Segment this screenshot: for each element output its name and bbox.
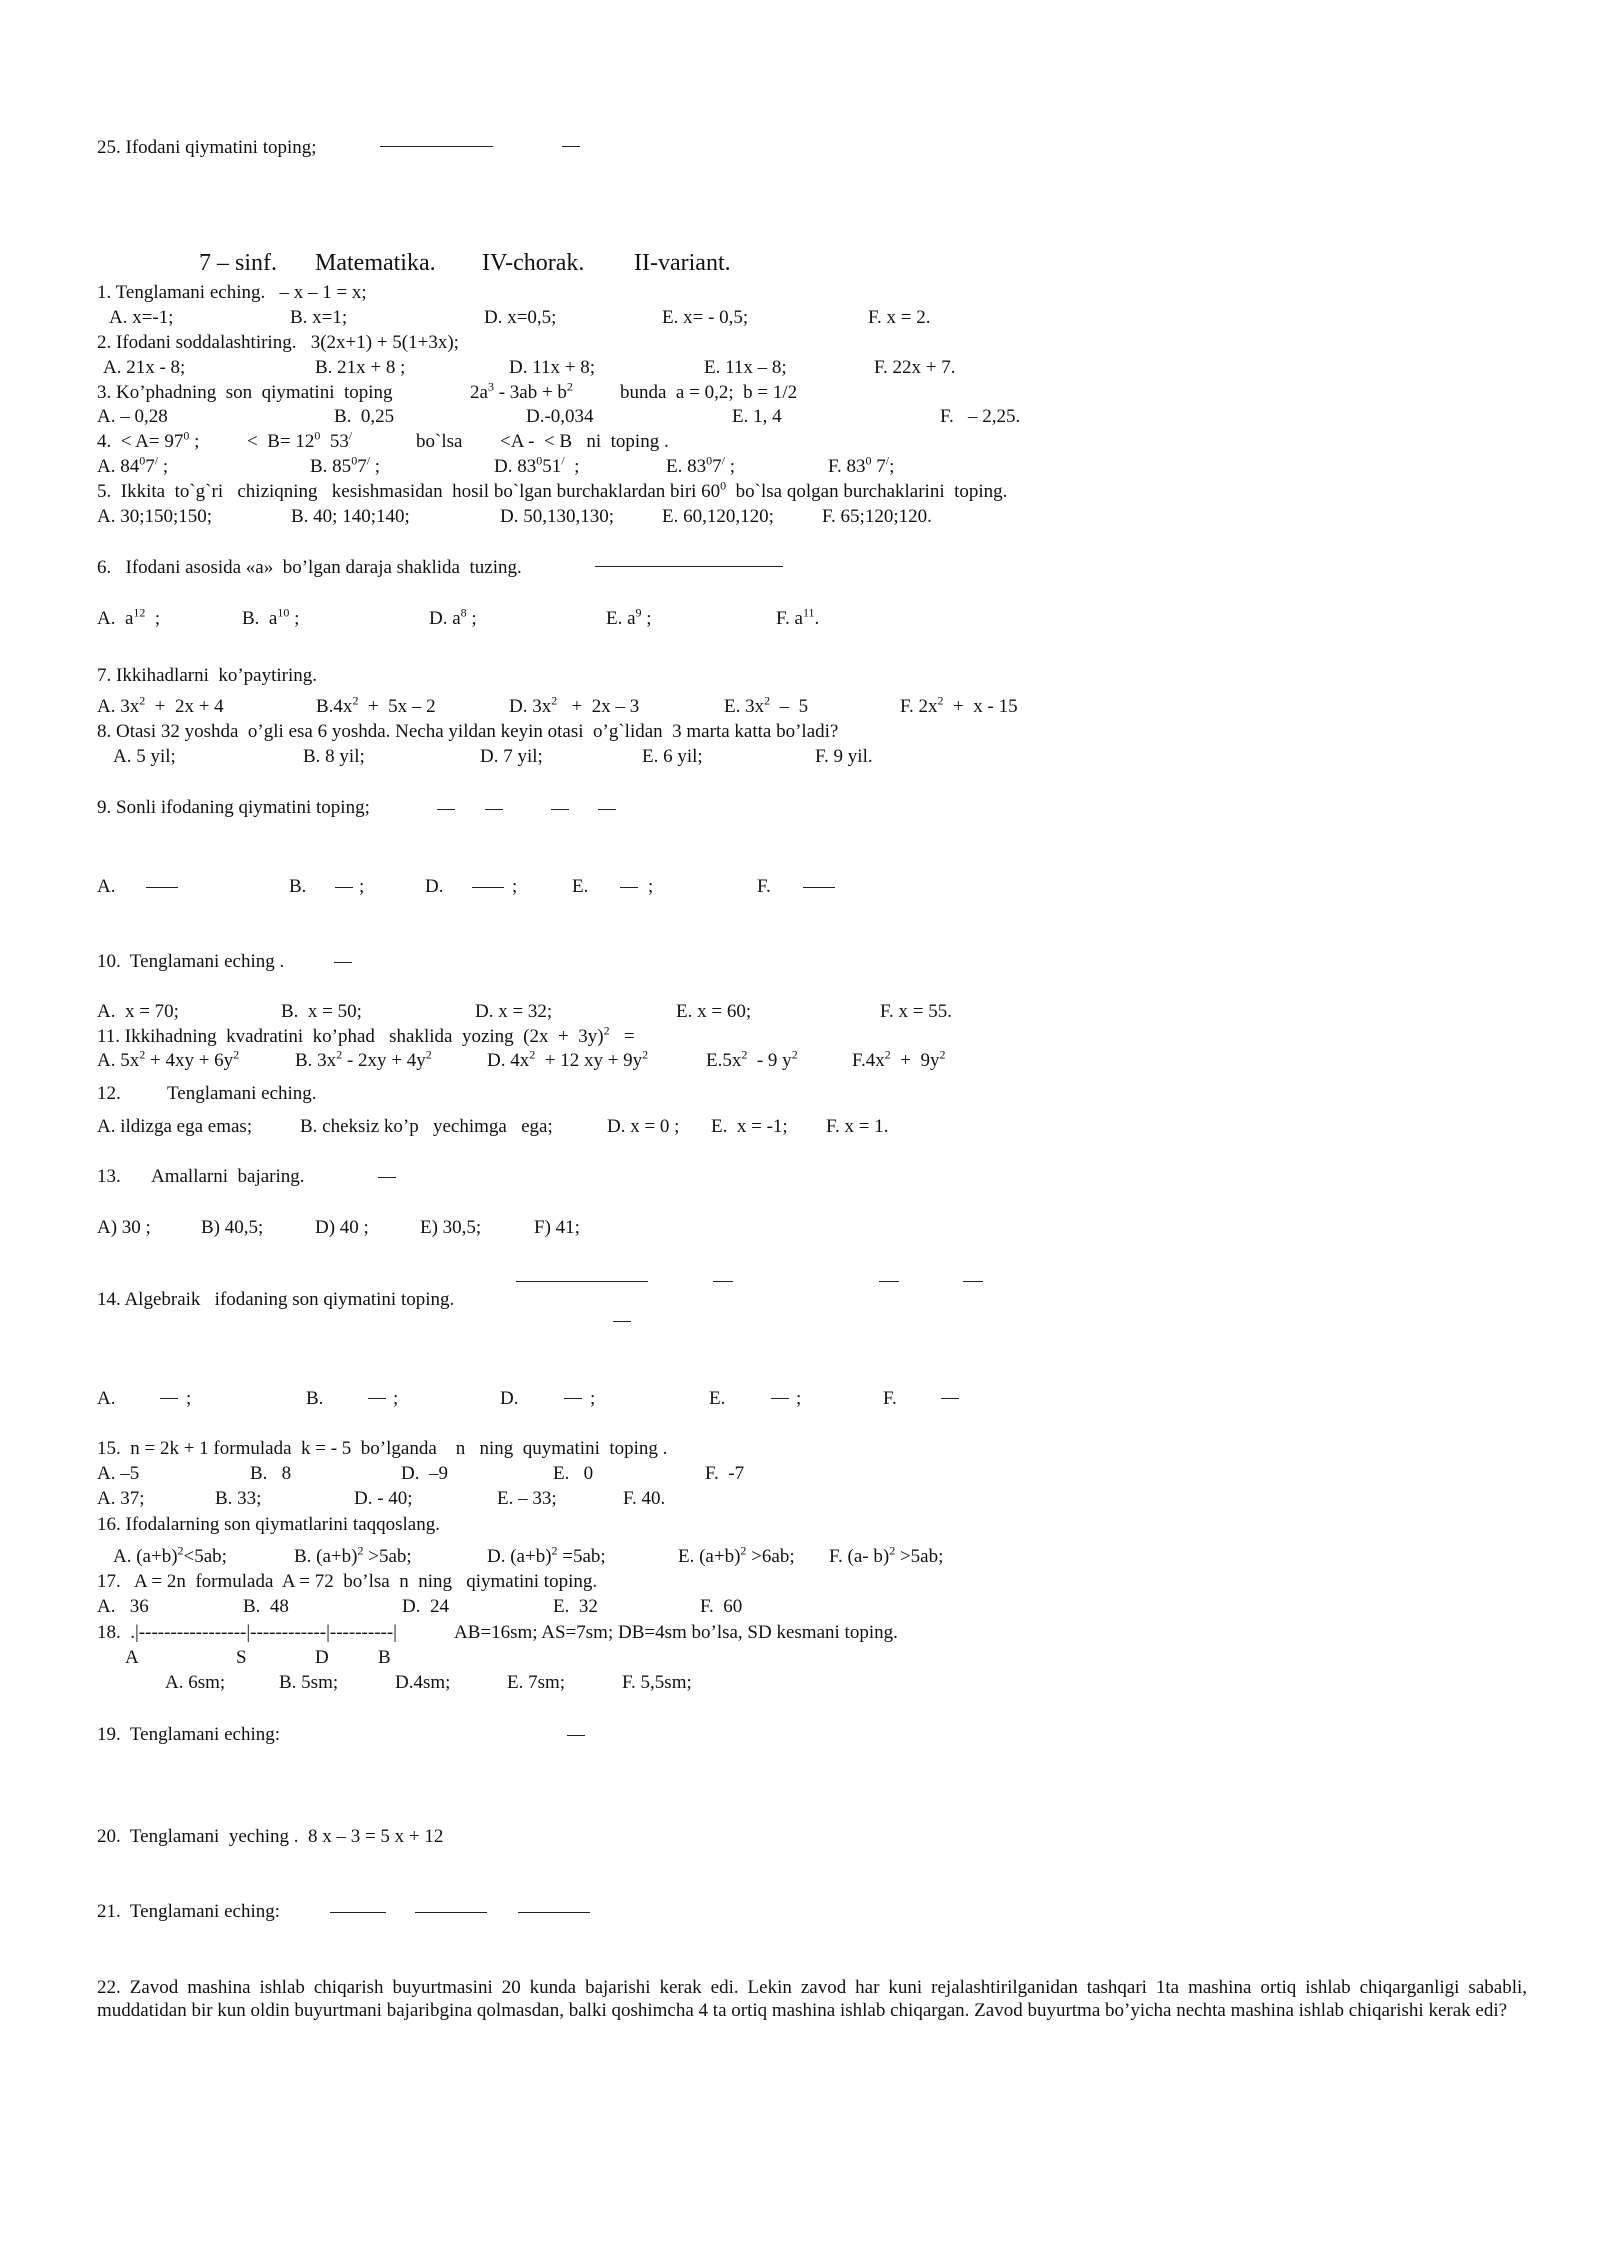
title-variant: II-variant. [634, 250, 731, 276]
fraction-bar [620, 887, 638, 888]
option: A. 37; [97, 1488, 145, 1509]
option: E. – 33; [497, 1488, 557, 1509]
condition: <A - < B ni toping . [500, 431, 669, 452]
question-7: 7. Ikkihadlarni ko’paytiring. [97, 665, 318, 686]
fraction-bar [562, 146, 580, 147]
question-22: 22. Zavod mashina ishlab chiqarish buyurtmasini 20 kunda bajarishi kerak edi. Lekin zavod har kuni rejalashtirilganidan tashqari 1ta mashina ortiq ishlab chiqarganligi sababli, muddatidan bir kun oldin buyurtmani bajaribgina qolmasdan, balki qoshimcha 4 ta ortiq mashina ishlab chiqargan. Zavod buyurtma bo’yicha nechta mashina ishlab chiqarishi kerak edi? [97, 1977, 1527, 2021]
option: F. 40. [623, 1488, 666, 1509]
option: A. $5x^2 + 4xy + 6y^2$ [97, 1047, 240, 1071]
semicolon: ; [512, 876, 518, 897]
fraction-bar [713, 1281, 733, 1282]
question-15: 15. n = 2k + 1 formulada k = - 5 bo’lganda n ning quymatini toping . [97, 1438, 668, 1459]
option: B. 5sm; [279, 1672, 339, 1693]
option: B. cheksiz ko’p yechimga ega; [300, 1116, 553, 1137]
semicolon: ; [359, 876, 365, 897]
fraction-bar [564, 1398, 582, 1399]
question-10: 10. Tenglamani eching . [97, 951, 285, 972]
semicolon: ; [796, 1388, 802, 1409]
option-label: F. [757, 876, 771, 897]
fraction-bar [380, 146, 493, 147]
option: B. x=1; [290, 307, 348, 328]
option: D. x = 32; [475, 1001, 553, 1022]
option: E. 60,120,120; [662, 506, 774, 527]
option: F. $83^0$ 7/; [828, 453, 895, 477]
fraction-bar [598, 809, 616, 810]
option: D.4sm; [395, 1672, 451, 1693]
option: B. $3x^2 - 2xy + 4y^2$ [295, 1047, 432, 1071]
fraction-bar [485, 809, 503, 810]
question-21: 21. Tenglamani eching: [97, 1901, 280, 1922]
option: D. $4x^2 + 12$ xy + $9y^2$ [487, 1047, 649, 1071]
option: D. $(a+b)^2 =5ab$; [487, 1543, 606, 1567]
option: D. 7 yil; [480, 746, 543, 767]
option: B. 0,25 [334, 406, 395, 427]
semicolon: ; [648, 876, 654, 897]
title-quarter: IV-chorak. [482, 250, 585, 276]
option: D.-0,034 [526, 406, 594, 427]
option: E. x = 60; [676, 1001, 752, 1022]
option: F. 22x + 7. [874, 357, 956, 378]
option: B. 48 [243, 1596, 289, 1617]
semicolon: ; [590, 1388, 596, 1409]
question-3: 3. Ko’phadning son qiymatini toping [97, 382, 393, 403]
fraction-bar [146, 887, 178, 888]
question-20: 20. Tenglamani yeching . 8 x – 3 = 5 x + 12 [97, 1826, 444, 1847]
fraction-bar [567, 1735, 585, 1736]
option: B. 8 yil; [303, 746, 365, 767]
fraction-bar [963, 1281, 983, 1282]
option-label: B. [306, 1388, 324, 1409]
option: $F.4x^2 + 9y^2$ [852, 1047, 946, 1071]
option: F. 60 [700, 1596, 743, 1617]
option-label: B. [289, 876, 307, 897]
question-2: 2. Ifodani soddalashtiring. 3(2x+1) + 5(1+3x); [97, 332, 459, 353]
option: D. $83^051^/$ ; [494, 453, 580, 477]
option: D. x=0,5; [484, 307, 557, 328]
fraction-bar [771, 1398, 789, 1399]
point-label: D [315, 1647, 329, 1668]
option: A. 36 [97, 1596, 149, 1617]
option: E. $3x^2 - 5$ [724, 693, 809, 717]
option: E. 6 yil; [642, 746, 703, 767]
fraction-bar [518, 1912, 590, 1913]
question-12: Tenglamani eching. [167, 1083, 317, 1104]
option: F. 5,5sm; [622, 1672, 692, 1693]
option: D. x = 0 ; [607, 1116, 680, 1137]
question-5: 5. Ikkita to`g`ri chiziqning kesishmasidan hosil bo`lgan burchaklardan biri $60^0$ bo`lsa qolgan burchaklarini toping. [97, 478, 1008, 502]
fraction-bar [595, 566, 783, 567]
fraction-bar [330, 1912, 386, 1913]
point-label: B [378, 1647, 391, 1668]
semicolon: ; [186, 1388, 192, 1409]
option: $E.5x^2 - 9$ $y^2$ [706, 1047, 798, 1071]
option: F. $2x^2 + x - 15$ [900, 693, 1018, 717]
question-19: 19. Tenglamani eching: [97, 1724, 280, 1745]
option: A. $3x^2 + 2x + 4$ [97, 693, 224, 717]
option: B) 40,5; [201, 1217, 264, 1238]
fraction-bar [437, 809, 455, 810]
option: D. 24 [402, 1596, 449, 1617]
option: E. 7sm; [507, 1672, 566, 1693]
question-4: 4. < $A= 97^0$ ; [97, 428, 200, 452]
question-18-segment: 18. .|-----------------|------------|----------| [97, 1622, 397, 1643]
option: E) 30,5; [420, 1217, 482, 1238]
option: A. x=-1; [109, 307, 174, 328]
angle-b: < $B= 12^0$ 53/ [247, 428, 353, 452]
option: A. –5 [97, 1463, 140, 1484]
option: A. 5 yil; [113, 746, 176, 767]
option: F. 65;120;120. [822, 506, 932, 527]
question-6: 6. Ifodani asosida «a» bo’lgan daraja shaklida tuzing. [97, 557, 522, 578]
question-16: 16. Ifodalarning son qiymatlarini taqqoslang. [97, 1514, 440, 1535]
option: B. 8 [250, 1463, 292, 1484]
question-17: 17. A = 2n formulada A = 72 bo’lsa n ning qiymatini toping. [97, 1571, 598, 1592]
question-13: Amallarni bajaring. [151, 1166, 305, 1187]
polynomial: $2a^3 - 3ab + b^2$ [470, 379, 573, 403]
question-8: 8. Otasi 32 yoshda o’gli esa 6 yoshda. Necha yildan keyin otasi o’g`lidan 3 marta katta bo’ladi? [97, 721, 839, 742]
semicolon: ; [393, 1388, 399, 1409]
fraction-bar [415, 1912, 487, 1913]
fraction-bar [335, 887, 353, 888]
option: $B.4x^2 + 5x - 2$ [316, 693, 436, 717]
option: F. $a^{11}$. [776, 605, 820, 629]
option: E. 0 [553, 1463, 594, 1484]
fraction-bar [551, 809, 569, 810]
option: F. – 2,25. [940, 406, 1021, 427]
option: B. $85^07^/$ ; [310, 453, 381, 477]
option: F. 9 yil. [815, 746, 873, 767]
fraction-bar [472, 887, 504, 888]
option: F. (a- b)$^2$ >5ab; [829, 1543, 944, 1567]
option: E. $a^9$ ; [606, 605, 652, 629]
option: A. $84^07^/$ ; [97, 453, 169, 477]
option: D. 11x + 8; [509, 357, 596, 378]
option: A. – 0,28 [97, 406, 168, 427]
option: B. 40; 140;140; [291, 506, 410, 527]
option: A) 30 ; [97, 1217, 151, 1238]
option: D. –9 [401, 1463, 448, 1484]
option: D. $3x^2 + 2x - 3$ [509, 693, 640, 717]
question-12-number: 12. [97, 1083, 121, 1104]
option: B. $(a+b)^2 >5ab$; [294, 1543, 412, 1567]
point-label: S [236, 1647, 247, 1668]
option-label: A. [97, 876, 116, 897]
option: D. $a^8$ ; [429, 605, 477, 629]
question-25: 25. Ifodani qiymatini toping; [97, 137, 317, 158]
option-label: E. [572, 876, 589, 897]
option: E. 1, 4 [732, 406, 782, 427]
option: F) 41; [534, 1217, 580, 1238]
question-1: 1. Tenglamani eching. – x – 1 = x; [97, 282, 367, 303]
fraction-bar [941, 1398, 959, 1399]
option: A. 6sm; [165, 1672, 226, 1693]
option: A. $a^{12}$ ; [97, 605, 161, 629]
option: B. 33; [215, 1488, 262, 1509]
option: F. x = 2. [868, 307, 931, 328]
option: E. $(a+b)^2 >6ab$; [678, 1543, 795, 1567]
option-label: E. [709, 1388, 726, 1409]
option: E. 11x – 8; [704, 357, 787, 378]
fraction-bar [334, 962, 352, 963]
option: B. $a^{10}$ ; [242, 605, 300, 629]
option-label: D. [500, 1388, 519, 1409]
question-14: 14. Algebraik ifodaning son qiymatini toping. [97, 1289, 455, 1310]
option-label: D. [425, 876, 444, 897]
option: A. ildizga ega emas; [97, 1116, 253, 1137]
option: A. 21x - 8; [103, 357, 186, 378]
question-11: 11. Ikkihadning kvadratini ko’phad shaklida yozing $(2x + 3y)^2$ = [97, 1023, 635, 1047]
fraction-bar [516, 1281, 648, 1282]
option: D) 40 ; [315, 1217, 369, 1238]
option: A. x = 70; [97, 1001, 179, 1022]
fraction-bar [368, 1398, 386, 1399]
option: E. $83^07^/$ ; [666, 453, 735, 477]
fraction-bar [378, 1177, 396, 1178]
option: F. x = 55. [880, 1001, 953, 1022]
option: B. x = 50; [281, 1001, 362, 1022]
option: F. x = 1. [826, 1116, 889, 1137]
question-18: AB=16sm; AS=7sm; DB=4sm bo’lsa, SD kesmani toping. [454, 1622, 898, 1643]
option: B. 21x + 8 ; [315, 357, 406, 378]
option: E. x= - 0,5; [662, 307, 749, 328]
option: D. - 40; [354, 1488, 413, 1509]
title-grade: 7 – sinf. [199, 250, 277, 276]
fraction-bar [879, 1281, 899, 1282]
option: F. -7 [705, 1463, 745, 1484]
question-13-number: 13. [97, 1166, 121, 1187]
option-label: A. [97, 1388, 116, 1409]
point-label: A [125, 1647, 139, 1668]
option: E. x = -1; [711, 1116, 788, 1137]
fraction-bar [160, 1398, 178, 1399]
option: A. $(a+b)^2<5ab$; [113, 1543, 227, 1567]
condition: bo`lsa [416, 431, 463, 452]
option: D. 50,130,130; [500, 506, 614, 527]
option: A. 30;150;150; [97, 506, 213, 527]
condition: bunda a = 0,2; b = 1/2 [620, 382, 798, 403]
question-9: 9. Sonli ifodaning qiymatini toping; [97, 797, 370, 818]
fraction-bar [803, 887, 835, 888]
title-subject: Matematika. [315, 250, 436, 276]
option-label: F. [883, 1388, 897, 1409]
fraction-bar [613, 1321, 631, 1322]
option: E. 32 [553, 1596, 598, 1617]
